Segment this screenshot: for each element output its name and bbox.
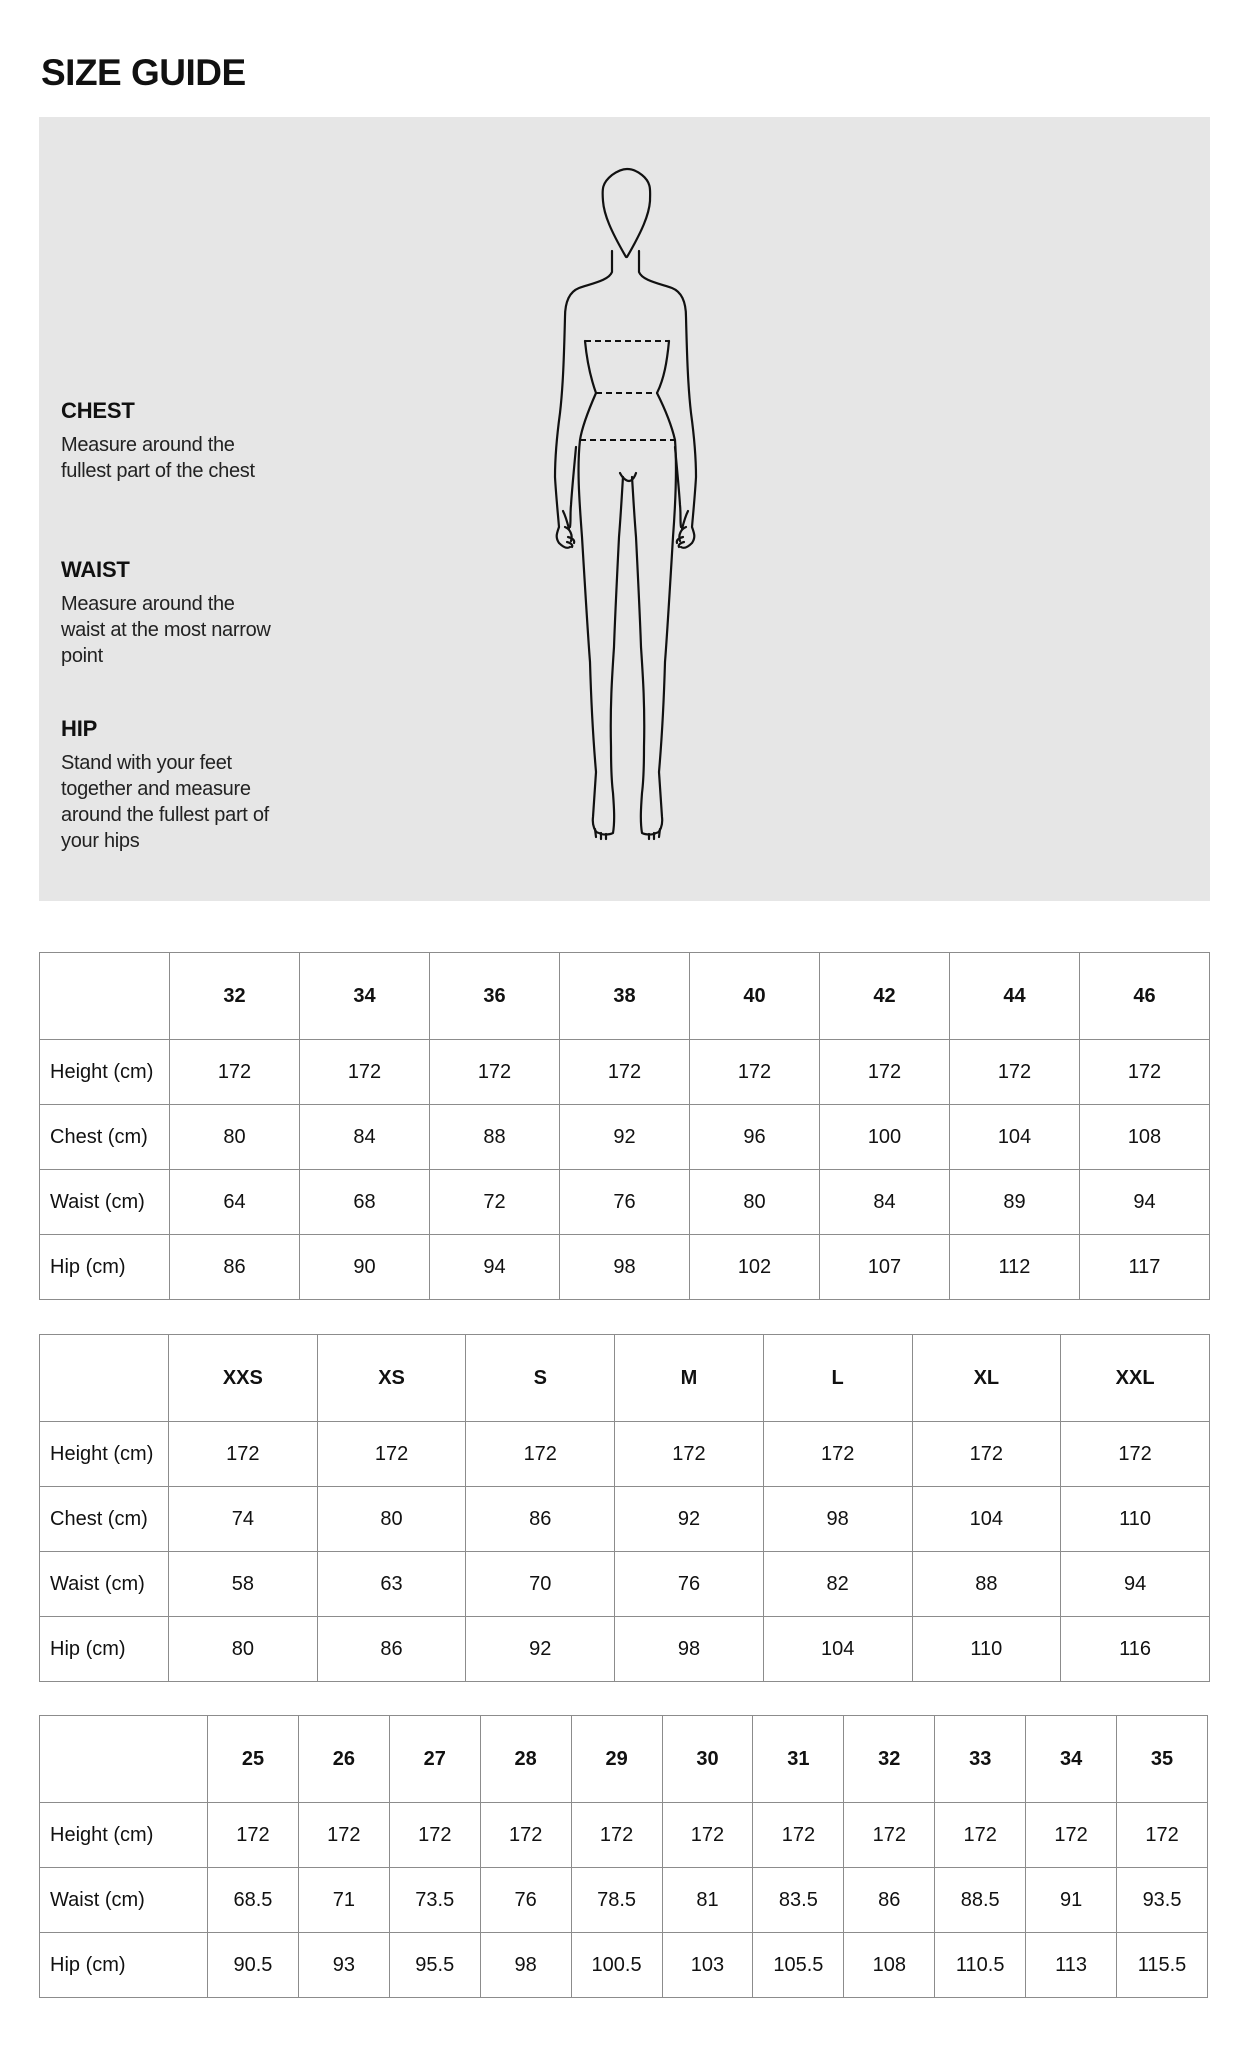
table-cell: 172 [615, 1422, 764, 1487]
table-cell: 68.5 [208, 1868, 299, 1933]
table-cell: 172 [690, 1040, 820, 1105]
table-cell: 172 [1061, 1422, 1210, 1487]
right-body-outline [639, 251, 696, 548]
table-cell: 64 [170, 1170, 300, 1235]
size-table-waist [39, 1715, 1208, 1998]
table-cell: 70 [466, 1552, 615, 1617]
column-header: XXS [169, 1335, 318, 1422]
column-header: 27 [389, 1716, 480, 1803]
table-cell: 82 [763, 1552, 912, 1617]
left-inner-arm [570, 447, 576, 527]
column-header: 32 [170, 953, 300, 1040]
column-header: XL [912, 1335, 1061, 1422]
table-cell: 172 [480, 1803, 571, 1868]
row-label: Waist (cm) [40, 1552, 169, 1617]
table-cell: 116 [1061, 1617, 1210, 1682]
table-cell: 71 [298, 1868, 389, 1933]
right-torso [632, 341, 676, 835]
column-header: 34 [1026, 1716, 1117, 1803]
table-cell: 98 [480, 1933, 571, 1998]
table-cell: 172 [1080, 1040, 1210, 1105]
column-header: 26 [298, 1716, 389, 1803]
table-cell: 172 [208, 1803, 299, 1868]
waist-description: Measure around the waist at the most narrow point [61, 593, 271, 667]
table-cell: 100.5 [571, 1933, 662, 1998]
table-cell: 104 [950, 1105, 1080, 1170]
table-cell: 86 [170, 1235, 300, 1300]
right-hand [677, 511, 688, 547]
corner-cell [40, 953, 170, 1040]
chest-description: Measure around the fullest part of the chest [61, 434, 255, 482]
table-cell: 172 [820, 1040, 950, 1105]
table-cell: 172 [844, 1803, 935, 1868]
table-cell: 80 [317, 1487, 466, 1552]
page-title: SIZE GUIDE [41, 52, 246, 93]
column-header: 28 [480, 1716, 571, 1803]
table-cell: 104 [763, 1617, 912, 1682]
table-cell: 110 [1061, 1487, 1210, 1552]
table-cell: 172 [300, 1040, 430, 1105]
table-cell: 103 [662, 1933, 753, 1998]
table-cell: 172 [298, 1803, 389, 1868]
table-cell: 172 [170, 1040, 300, 1105]
table-cell: 172 [1117, 1803, 1208, 1868]
table-cell: 92 [466, 1617, 615, 1682]
table-cell: 172 [1026, 1803, 1117, 1868]
left-hand [563, 511, 574, 547]
table-cell: 112 [950, 1235, 1080, 1300]
column-header: 38 [560, 953, 690, 1040]
table-cell: 86 [466, 1487, 615, 1552]
column-header: 35 [1117, 1716, 1208, 1803]
table-cell: 108 [1080, 1105, 1210, 1170]
table-cell: 88 [912, 1552, 1061, 1617]
column-header: 33 [935, 1716, 1026, 1803]
table-cell: 113 [1026, 1933, 1117, 1998]
column-header: 34 [300, 953, 430, 1040]
hip-description: Stand with your feet together and measure around the fullest part of your hips [61, 752, 269, 852]
table-row [40, 1235, 1210, 1300]
row-label: Chest (cm) [40, 1487, 169, 1552]
table-cell: 94 [430, 1235, 560, 1300]
table-cell: 81 [662, 1868, 753, 1933]
measurement-guide-panel [39, 117, 1210, 901]
hip-heading: HIP [61, 716, 98, 741]
table-cell: 172 [763, 1422, 912, 1487]
table-cell: 172 [950, 1040, 1080, 1105]
table-cell: 95.5 [389, 1933, 480, 1998]
table-cell: 98 [763, 1487, 912, 1552]
table-row [40, 1552, 1210, 1617]
table-cell: 94 [1080, 1170, 1210, 1235]
table-row [40, 1803, 1208, 1868]
table-cell: 110 [912, 1617, 1061, 1682]
column-header: 25 [208, 1716, 299, 1803]
table-cell: 115.5 [1117, 1933, 1208, 1998]
table-cell: 107 [820, 1235, 950, 1300]
row-label: Hip (cm) [40, 1235, 170, 1300]
column-header: 32 [844, 1716, 935, 1803]
table-cell: 76 [560, 1170, 690, 1235]
table-cell: 172 [571, 1803, 662, 1868]
table-cell: 78.5 [571, 1868, 662, 1933]
table-row [40, 1933, 1208, 1998]
table-cell: 83.5 [753, 1868, 844, 1933]
table-cell: 68 [300, 1170, 430, 1235]
row-label: Height (cm) [40, 1040, 170, 1105]
row-label: Waist (cm) [40, 1170, 170, 1235]
row-label: Height (cm) [40, 1422, 169, 1487]
table-cell: 98 [560, 1235, 690, 1300]
table-cell: 91 [1026, 1868, 1117, 1933]
table-cell: 92 [615, 1487, 764, 1552]
table-cell: 172 [912, 1422, 1061, 1487]
column-header: 46 [1080, 953, 1210, 1040]
chest-heading: CHEST [61, 398, 135, 423]
row-label: Height (cm) [40, 1803, 208, 1868]
table-cell: 172 [466, 1422, 615, 1487]
table-header-row [40, 1335, 1210, 1422]
table-cell: 80 [690, 1170, 820, 1235]
table-cell: 86 [317, 1617, 466, 1682]
table-row [40, 1422, 1210, 1487]
table-cell: 90.5 [208, 1933, 299, 1998]
row-label: Chest (cm) [40, 1105, 170, 1170]
table-row [40, 1105, 1210, 1170]
column-header: 31 [753, 1716, 844, 1803]
column-header: L [763, 1335, 912, 1422]
column-header: 42 [820, 953, 950, 1040]
table-row [40, 1487, 1210, 1552]
size-table-letter [39, 1334, 1210, 1682]
column-header: 40 [690, 953, 820, 1040]
row-label: Hip (cm) [40, 1617, 169, 1682]
table-cell: 172 [169, 1422, 318, 1487]
head-outline [603, 169, 651, 257]
table-cell: 74 [169, 1487, 318, 1552]
table-cell: 100 [820, 1105, 950, 1170]
row-label: Hip (cm) [40, 1933, 208, 1998]
left-body-outline [555, 251, 612, 548]
table-cell: 92 [560, 1105, 690, 1170]
table-cell: 80 [169, 1617, 318, 1682]
table-cell: 89 [950, 1170, 1080, 1235]
table-cell: 110.5 [935, 1933, 1026, 1998]
column-header: XXL [1061, 1335, 1210, 1422]
table-cell: 76 [480, 1868, 571, 1933]
corner-cell [40, 1716, 208, 1803]
table-row [40, 1617, 1210, 1682]
table-cell: 172 [560, 1040, 690, 1105]
table-row [40, 1170, 1210, 1235]
size-table-numeric [39, 952, 1210, 1300]
table-cell: 84 [300, 1105, 430, 1170]
table-row [40, 1040, 1210, 1105]
column-header: 44 [950, 953, 1080, 1040]
table-cell: 73.5 [389, 1868, 480, 1933]
left-torso [579, 341, 623, 835]
table-cell: 98 [615, 1617, 764, 1682]
table-cell: 96 [690, 1105, 820, 1170]
column-header: 30 [662, 1716, 753, 1803]
row-label: Waist (cm) [40, 1868, 208, 1933]
table-cell: 90 [300, 1235, 430, 1300]
table-cell: 58 [169, 1552, 318, 1617]
waist-heading: WAIST [61, 557, 130, 582]
column-header: S [466, 1335, 615, 1422]
table-cell: 88.5 [935, 1868, 1026, 1933]
table-cell: 102 [690, 1235, 820, 1300]
table-cell: 117 [1080, 1235, 1210, 1300]
table-cell: 172 [389, 1803, 480, 1868]
table-cell: 88 [430, 1105, 560, 1170]
table-header-row [40, 953, 1210, 1040]
table-cell: 80 [170, 1105, 300, 1170]
column-header: M [615, 1335, 764, 1422]
table-cell: 93.5 [1117, 1868, 1208, 1933]
table-header-row [40, 1716, 1208, 1803]
table-cell: 172 [753, 1803, 844, 1868]
table-cell: 93 [298, 1933, 389, 1998]
table-cell: 108 [844, 1933, 935, 1998]
table-cell: 63 [317, 1552, 466, 1617]
table-cell: 84 [820, 1170, 950, 1235]
table-cell: 76 [615, 1552, 764, 1617]
column-header: 36 [430, 953, 560, 1040]
table-cell: 72 [430, 1170, 560, 1235]
table-cell: 172 [317, 1422, 466, 1487]
table-cell: 104 [912, 1487, 1061, 1552]
corner-cell [40, 1335, 169, 1422]
table-cell: 172 [662, 1803, 753, 1868]
column-header: XS [317, 1335, 466, 1422]
body-silhouette-icon [39, 117, 1210, 901]
table-cell: 94 [1061, 1552, 1210, 1617]
column-header: 29 [571, 1716, 662, 1803]
table-cell: 105.5 [753, 1933, 844, 1998]
table-row [40, 1868, 1208, 1933]
table-cell: 172 [430, 1040, 560, 1105]
table-cell: 86 [844, 1868, 935, 1933]
table-cell: 172 [935, 1803, 1026, 1868]
